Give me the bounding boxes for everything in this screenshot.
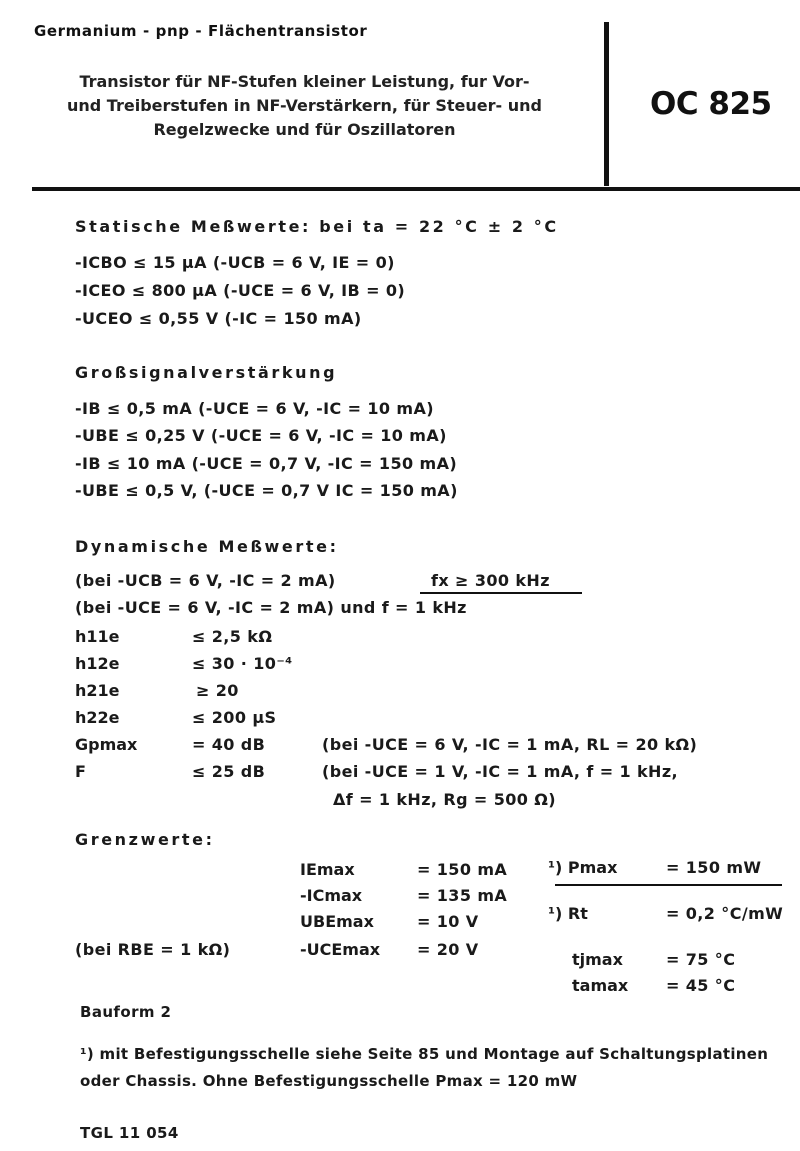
package-form: Bauform 2	[80, 1003, 172, 1021]
static-line: -ICEO ≤ 800 µA (-UCE = 6 V, IB = 0)	[75, 281, 406, 300]
limit-value: = 10 V	[417, 912, 479, 931]
large-signal-line: -UBE ≤ 0,25 V (-UCE = 6 V, -IC = 10 mA)	[75, 426, 447, 445]
underline	[555, 884, 782, 886]
transistor-description	[22, 70, 587, 142]
limit-value: = 150 mW	[666, 858, 762, 877]
param-value: ≤ 30 · 10⁻⁴	[192, 654, 293, 673]
param-value: = 40 dB	[192, 735, 266, 754]
param-symbol: h12e	[75, 654, 120, 673]
limit-symbol: IEmax	[300, 860, 355, 879]
limit-symbol: -UCEmax	[300, 940, 381, 959]
header-divider-horizontal	[32, 187, 800, 191]
limit-value: = 150 mA	[417, 860, 508, 879]
limit-symbol: tjmax	[572, 950, 623, 969]
dynamic-condition: (bei -UCE = 6 V, -IC = 2 mA) und f = 1 kHz	[75, 598, 467, 617]
limit-symbol: UBEmax	[300, 912, 374, 931]
param-symbol: h11e	[75, 627, 120, 646]
param-symbol: h22e	[75, 708, 120, 727]
large-signal-line: -UBE ≤ 0,5 V, (-UCE = 0,7 V IC = 150 mA)	[75, 481, 458, 500]
transit-frequency: fx ≥ 300 kHz	[431, 571, 550, 590]
param-value: ≤ 2,5 kΩ	[192, 627, 273, 646]
limit-value: = 75 °C	[666, 950, 736, 969]
transistor-type: Germanium - pnp - Flächentransistor	[34, 22, 368, 40]
limit-symbol: ¹) Pmax	[548, 858, 618, 877]
limit-symbol: tamax	[572, 976, 629, 995]
limit-symbol: ¹) Rt	[548, 904, 588, 923]
large-signal-line: -IB ≤ 0,5 mA (-UCE = 6 V, -IC = 10 mA)	[75, 399, 434, 418]
header-divider-vertical	[604, 22, 609, 186]
param-value: ≥ 20	[196, 681, 239, 700]
param-value: ≤ 25 dB	[192, 762, 266, 781]
model-number: OC 825	[650, 86, 772, 122]
param-condition: Δf = 1 kHz, Rg = 500 Ω)	[333, 790, 556, 809]
param-condition: (bei -UCE = 6 V, -IC = 1 mA, RL = 20 kΩ)	[322, 735, 698, 754]
dynamic-condition: (bei -UCB = 6 V, -IC = 2 mA)	[75, 571, 336, 590]
static-line: -UCEO ≤ 0,55 V (-IC = 150 mA)	[75, 309, 362, 328]
large-signal-line: -IB ≤ 10 mA (-UCE = 0,7 V, -IC = 150 mA)	[75, 454, 458, 473]
limit-value: = 20 V	[417, 940, 479, 959]
param-symbol: h21e	[75, 681, 120, 700]
limit-symbol: -ICmax	[300, 886, 363, 905]
description-line: Transistor für NF-Stufen kleiner Leistung, fur Vor-	[79, 72, 530, 91]
limit-value: = 0,2 °C/mW	[666, 904, 784, 923]
param-condition: (bei -UCE = 1 V, -IC = 1 mA, f = 1 kHz,	[322, 762, 679, 781]
description-line: Regelzwecke und für Oszillatoren	[153, 120, 456, 139]
large-signal-title: Großsignalverstärkung	[75, 363, 338, 382]
standard-number: TGL 11 054	[80, 1124, 179, 1142]
limits-section-title: Grenzwerte:	[75, 830, 215, 849]
param-value: ≤ 200 µS	[192, 708, 277, 727]
limit-value: = 135 mA	[417, 886, 508, 905]
param-symbol: F	[75, 762, 86, 781]
dynamic-section-title: Dynamische Meßwerte:	[75, 537, 339, 556]
footnote: ¹) mit Befestigungsschelle siehe Seite 85 und Montage auf Schaltungsplatinen oder Chassis. Ohne Befestigungsschelle Pmax = 120 mW	[80, 1045, 769, 1090]
limit-value: = 45 °C	[666, 976, 736, 995]
static-section-title: Statische Meßwerte: bei ta = 22 °C ± 2 °C	[75, 217, 559, 236]
description-line: und Treiberstufen in NF-Verstärkern, für Steuer- und	[67, 96, 542, 115]
param-symbol: Gpmax	[75, 735, 138, 754]
underline	[420, 592, 582, 594]
limit-condition: (bei RBE = 1 kΩ)	[75, 940, 231, 959]
static-line: -ICBO ≤ 15 µA (-UCB = 6 V, IE = 0)	[75, 253, 395, 272]
